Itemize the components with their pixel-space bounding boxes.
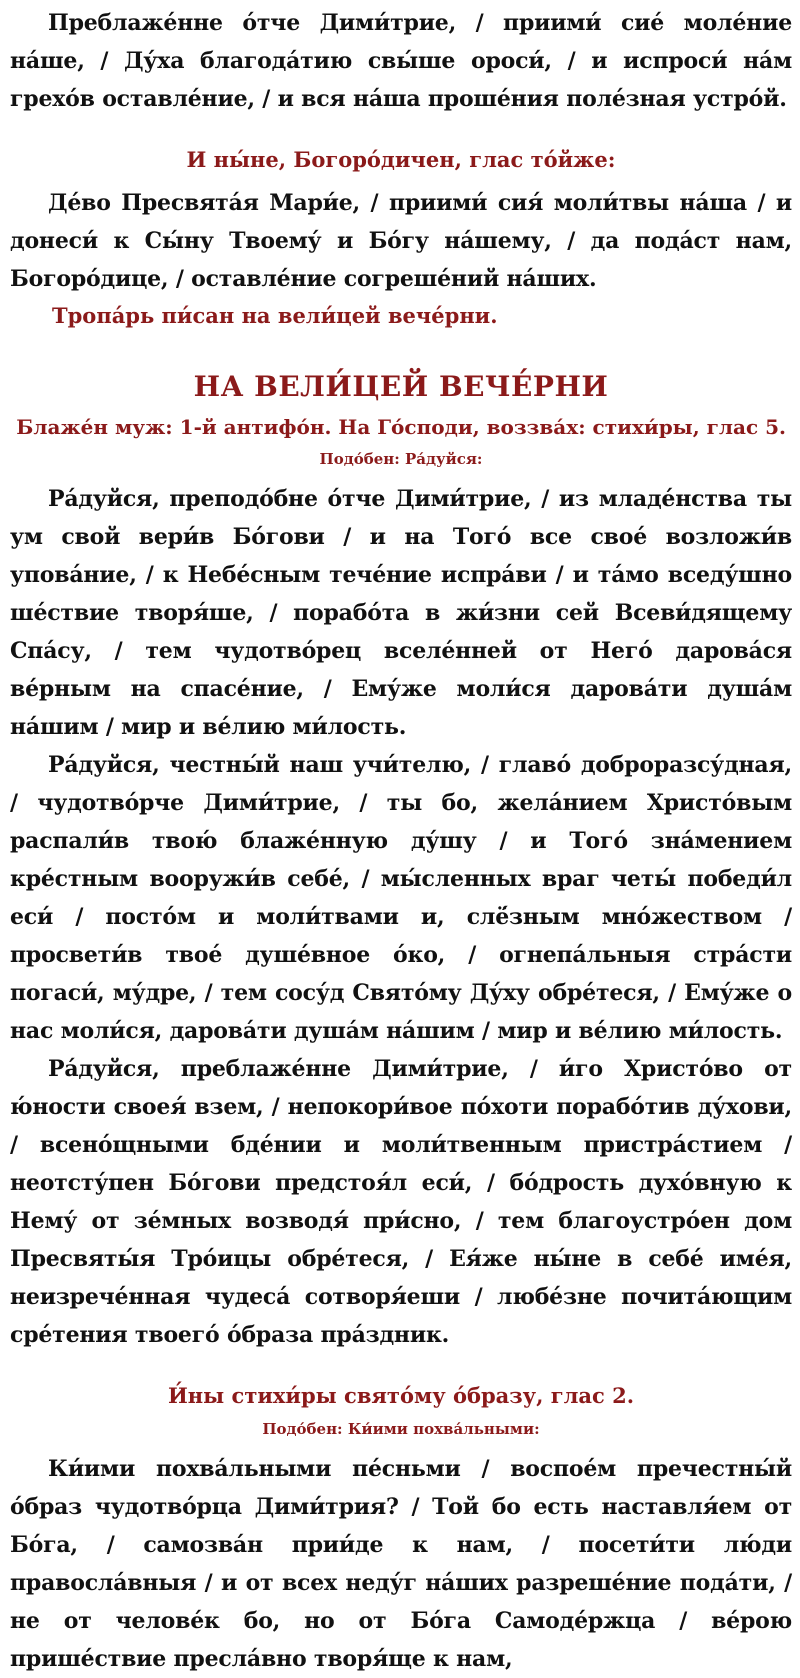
prayer-paragraph-2: Де́во Пресвята́я Мари́е, / приими́ сия́ моли́твы на́ша / и донеси́ к Сы́ну Твоему́ и Бо́гу на́шему, / да пода́ст нам, Богоро́дице, / оставле́ние согреше́ний на́ших. — [10, 190, 792, 292]
rubric-blessed-man: Блаже́н муж: 1-й антифо́н. На Го́споди, воззва́х: стихи́ры, глас 5. — [16, 415, 786, 439]
rubric-podoben-2: Подо́бен: Ки́ими похва́льными: — [262, 1420, 540, 1438]
rubric-theotokion: И ны́не, Богоро́дичен, глас то́йже: — [186, 147, 616, 172]
stichera-1: Ра́дуйся, преподо́бне о́тче Дими́трие, / из младе́нства ты ум свой вepи́в Бо́гови / и на Того́ все свое́ возложи́в упова́ние, / к Небе́сным тече́ние испра́ви / и та́мо вседу́шно ше́ствие творя́ше, / порабо́та в жи́зни сей Всеви́дящему Спа́су, / тем чудотво́рец вселе́нней от Него́ дарова́ся ве́рным на спасе́ние, / Ему́же моли́ся дарова́ти душа́м на́шим / мир и ве́лию ми́лость. — [10, 486, 792, 740]
rubric-podoben-1: Подо́бен: Ра́дуйся: — [319, 450, 483, 468]
spacer — [10, 334, 792, 364]
stichera-2: Ра́дуйся, честны́й наш учи́телю, / главо́ доброразсу́дная, / чудотво́рче Дими́трие, / ты бо, жела́нием Христо́вым распали́в твою́ блаже́нную ду́шу / и Того́ зна́мением кре́стным вооружи́в себе́, / мы́сленных враг четы́ победи́л еси́ / посто́м и моли́твами и, слё́зным мно́жеством / просвети́в твое́ душе́вное о́ко, / огнепа́льныя стра́сти погаси́, му́дре, / тем сосу́д Свято́му Ду́ху обре́теся, / Ему́же о нас моли́ся, дарова́ти душа́м на́шим / мир и ве́лию ми́лость. — [10, 752, 792, 1044]
prayer-paragraph-1: Преблаже́нне о́тче Дими́трие, / приими́ сие́ моле́ние на́ше, / Ду́ха благода́тию свы́ше ороси́, / и испроси́ на́м грехо́в оставле́ние, / и вся на́ша проше́ния поле́зная устро́й. — [10, 10, 792, 112]
spacer — [10, 1354, 792, 1378]
rubric-troparion-note: Тропа́рь пи́сан на вели́цей вече́рни. — [52, 303, 498, 328]
rubric-other-stichera: И́ны стихи́ры свято́му о́бразу, глас 2. — [167, 1383, 635, 1408]
stichera-3: Ра́дуйся, преблаже́нне Дими́трие, / и́го Христо́во от ю́ности своея́ взем, / непокори́вое по́хоти порабо́тив ду́хови, / всено́щными бде́нии и моли́твенным пристра́стием / неотсту́пен Бо́гови предстоя́л еси́, / бо́дрость духо́вную к Нему́ от зе́мных возводя́ при́сно, / тем благоустро́ен дом Пресвяты́я Тро́ицы обре́теся, / Ея́же ны́не в себе́ име́я, неизрече́нная чудеса́ сотворя́еши / любе́зне почита́ющим сре́тения твоего́ о́браза пра́здник. — [10, 1056, 792, 1348]
stichera-4: Ки́ими похва́льными пе́сньми / воспое́м пречестны́й о́браз чудотво́рца Дими́трия? / Той бо есть наставля́ем от Бо́га, / самозва́н прии́де к нам, / посети́ти лю́ди правосла́вныя / и от всех неду́г на́ших разреше́ние пода́ти, / не от челове́к бо, но от Бо́га Самоде́ржца / ве́рою прише́ствие пресла́вно творя́ще к нам, — [10, 1456, 792, 1672]
spacer — [10, 118, 792, 142]
section-heading: НА ВЕЛИ́ЦЕЙ ВЕЧЕ́РНИ — [193, 370, 609, 403]
